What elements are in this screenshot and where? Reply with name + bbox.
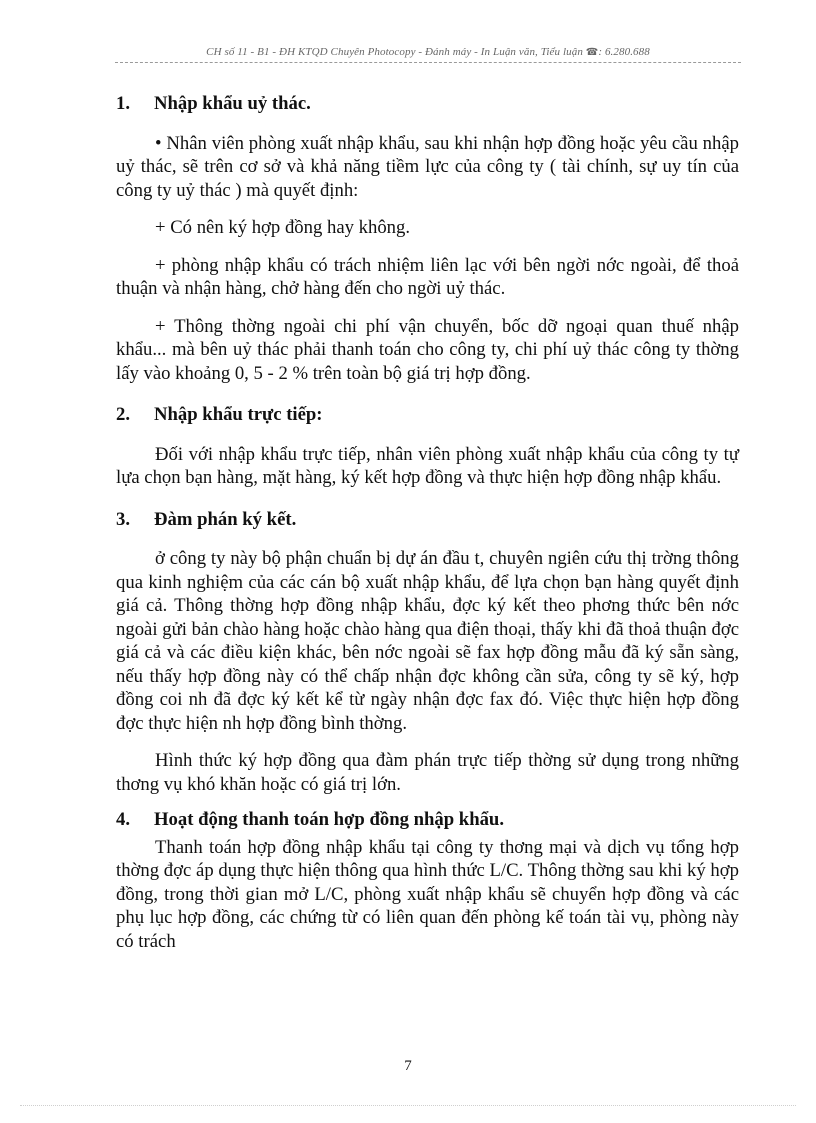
section-number: 4. <box>116 809 131 830</box>
footer-divider <box>20 1105 796 1106</box>
page-number: 7 <box>404 1058 412 1074</box>
section-3-paragraph-1: ở công ty này bộ phận chuẩn bị dự án đầu t, chuyên ngiên cứu thị trờng thông qua kinh nghiệm của các cán bộ xuất nhập khẩu, để lựa chọn bạn hàng quyết định giá cả. Thông thờng hợp đồng nhập khẩu, đợc ký kết theo phơng thức bên nớc ngoài gửi bản chào hàng hoặc chào hàng qua điện thoại, thấy khi đã thoả thuận đợc giá cả và các điều kiện khác, bên nớc ngoài sẽ fax hợp đồng mẫu đã ký sẵn sàng, nếu thấy hợp đồng này có thể chấp nhận đợc không cần sửa, công ty sẽ ký, hợp đồng coi nh đã đợc ký kết kể từ ngày nhận đợc fax đó. Việc thực hiện hợp đồng đợc thực hiện nh hợp đồng bình thờng. <box>116 548 739 734</box>
section-1-paragraph-2: + Có nên ký hợp đồng hay không. <box>155 217 411 238</box>
section-1-heading <box>116 92 739 116</box>
section-3-paragraph-2: Hình thức ký hợp đồng qua đàm phán trực tiếp thờng sử dụng trong những thơng vụ khó khăn hoặc có giá trị lớn. <box>116 750 739 795</box>
section-title: Nhập khẩu uỷ thác. <box>154 93 311 114</box>
section-1-paragraph-4: + Thông thờng ngoài chi phí vận chuyển, bốc dỡ ngoại quan thuế nhập khẩu... mà bên uỷ thác phải thanh toán cho công ty, chi phí uỷ thác công ty thờng lấy vào khoảng 0, 5 - 2 % trên toàn bộ giá trị hợp đồng. <box>116 315 739 384</box>
section-number: 3. <box>116 508 131 530</box>
section-title: Đàm phán ký kết. <box>154 508 297 530</box>
section-3-heading <box>116 508 739 532</box>
section-2-paragraph-1: Đối với nhập khẩu trực tiếp, nhân viên phòng xuất nhập khẩu của công ty tự lựa chọn bạn hàng, mặt hàng, ký kết hợp đồng và thực hiện hợp đồng nhập khẩu. <box>116 443 739 488</box>
phone-icon: ☎ <box>585 47 599 58</box>
document-body <box>116 92 739 953</box>
section-1-paragraph-3: + phòng nhập khẩu có trách nhiệm liên lạc với bên ngời nớc ngoài, để thoả thuận và nhận hàng, chở hàng đến cho ngời uỷ thác. <box>116 254 739 299</box>
section-title: Nhập khẩu trực tiếp: <box>154 404 323 425</box>
section-number: 1. <box>116 93 131 114</box>
section-1-paragraph-1: • Nhân viên phòng xuất nhập khẩu, sau khi nhận hợp đồng hoặc yêu cầu nhập uỷ thác, sẽ trên cơ sở và khả năng tiềm lực của công ty ( tài chính, sự uy tín của công ty uỷ thác ) mà quyết định: <box>116 132 739 201</box>
section-2-heading <box>116 403 739 427</box>
section-number: 2. <box>116 404 131 425</box>
header-text: CH số 11 - B1 - ĐH KTQD Chuyên Photocopy - Đánh máy - In Luận văn, Tiểu luận <box>206 46 583 58</box>
page-header <box>115 46 741 58</box>
bullet-icon: • <box>155 132 162 154</box>
section-title: Hoạt động thanh toán hợp đồng nhập khẩu. <box>154 809 504 830</box>
header-divider <box>115 62 741 63</box>
header-phone: : 6.280.688 <box>598 46 650 58</box>
section-4-paragraph-1: Thanh toán hợp đồng nhập khẩu tại công ty thơng mại và dịch vụ tổng hợp thờng đợc áp dụng thực hiện thông qua hình thức L/C. Thông thờng sau khi ký hợp đồng, trong thời gian mở L/C, phòng xuất nhập khẩu sẽ chuyển hợp đồng và các phụ lục hợp đồng, các chứng từ có liên quan đến phòng kế toán tài vụ, phòng này có trách <box>116 836 739 952</box>
section-4-heading <box>116 808 739 832</box>
